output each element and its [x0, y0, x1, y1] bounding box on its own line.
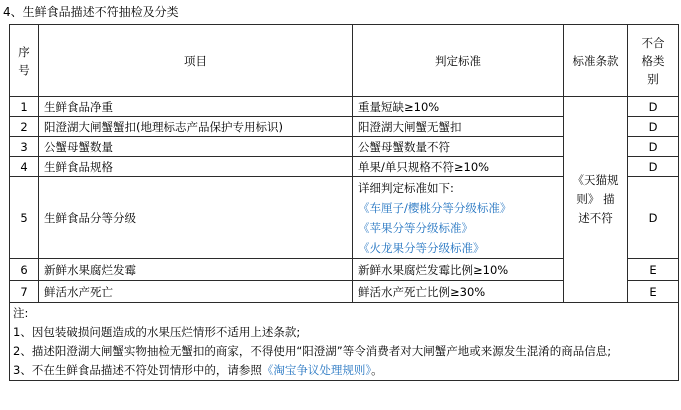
row-item: 生鲜食品净重: [39, 97, 353, 117]
row-criteria: 公蟹母蟹数量不符: [353, 137, 564, 157]
row-item: 生鲜食品规格: [39, 157, 353, 177]
row-no: 4: [10, 157, 39, 177]
row-item: 鲜活水产死亡: [39, 281, 353, 303]
header-row: [10, 25, 679, 97]
row-category: D: [628, 177, 679, 259]
table-row: [10, 97, 679, 117]
row-criteria: 阳澄湖大闸蟹无蟹扣: [353, 117, 564, 137]
row-category: E: [628, 259, 679, 281]
row-category: E: [628, 281, 679, 303]
standard-clause-cell: 《天猫规 则》 描 述不符: [564, 97, 628, 303]
header-no: 序 号: [10, 25, 39, 97]
row-category: D: [628, 157, 679, 177]
row-category: D: [628, 97, 679, 117]
row-no: 3: [10, 137, 39, 157]
row-no: 1: [10, 97, 39, 117]
row-item: 新鲜水果腐烂发霉: [39, 259, 353, 281]
header-category: 不合 格类 别: [628, 25, 679, 97]
row-criteria: 单果/单只规格不符≥10%: [353, 157, 564, 177]
cherry-standard-link[interactable]: 《车厘子/樱桃分等分级标准》: [358, 200, 512, 215]
apple-standard-link[interactable]: 《苹果分等分级标准》: [358, 220, 473, 235]
row-criteria: 重量短缺≥10%: [353, 97, 564, 117]
row-no: 2: [10, 117, 39, 137]
row-no: 5: [10, 177, 39, 259]
header-criteria: 判定标准: [353, 25, 564, 97]
note-item: 1、因包装破损问题造成的水果压烂情形不适用上述条款;: [13, 325, 301, 339]
row-category: D: [628, 137, 679, 157]
note-item: 3、不在生鲜食品描述不符处罚情形中的，请参照《淘宝争议处理规则》。: [13, 363, 383, 377]
row-no: 7: [10, 281, 39, 303]
row-item: 阳澄湖大闸蟹蟹扣(地理标志产品保护专用标识): [39, 117, 353, 137]
header-clause: 标准条款: [564, 25, 628, 97]
row-item: 公蟹母蟹数量: [39, 137, 353, 157]
section-title: 4、生鲜食品描述不符抽检及分类: [3, 5, 179, 19]
criteria-intro: 详细判定标准如下:: [358, 180, 454, 195]
row-category: D: [628, 117, 679, 137]
note-item: 2、描述阳澄湖大闸蟹实物抽检无蟹扣的商家，不得使用“阳澄湖”等令消费者对大闸蟹产地或来源发生混淆的商品信息;: [13, 344, 612, 358]
inspection-table: [9, 24, 679, 381]
notes-row: [10, 303, 679, 381]
dragonfruit-standard-link[interactable]: 《火龙果分等分级标准》: [358, 240, 485, 255]
notes-cell: [10, 303, 679, 381]
dispute-rules-link[interactable]: 《淘宝争议处理规则》: [261, 363, 372, 377]
notes-heading: 注:: [13, 306, 29, 320]
row-criteria: 鲜活水产死亡比例≥30%: [353, 281, 564, 303]
header-item: 项目: [39, 25, 353, 97]
row-item: 生鲜食品分等分级: [39, 177, 353, 259]
row-no: 6: [10, 259, 39, 281]
row-criteria: 新鲜水果腐烂发霉比例≥10%: [353, 259, 564, 281]
row-criteria: [353, 177, 564, 259]
